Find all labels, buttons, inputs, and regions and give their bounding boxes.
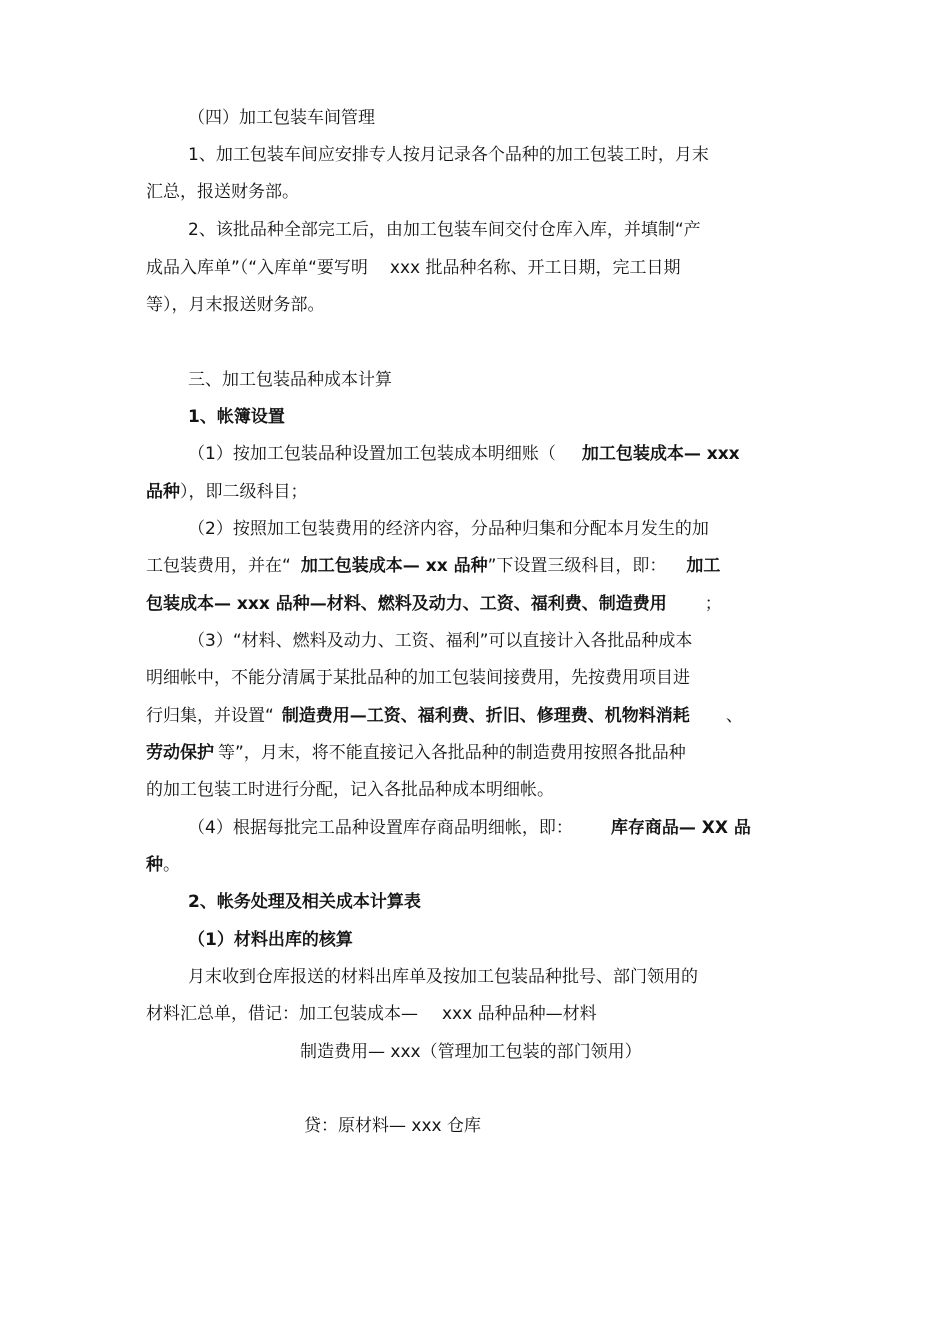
paragraph-line: 材料汇总单，借记：加工包装成本— xxx 品种品种—材料 (146, 1004, 597, 1024)
paragraph-line: 成品入库单”（“入库单“要写明 xxx 批品种名称、开工日期，完工日期 (146, 258, 681, 278)
paragraph-line: 行归集，并设置“ 制造费用—工资、福利费、折旧、修理费、机物料消耗 、 (146, 706, 743, 726)
paragraph-line: 包装成本— xxx 品种—材料、燃料及动力、工资、福利费、制造费用 ； (146, 594, 722, 614)
journal-entry-credit: 贷：原材料— xxx 仓库 (304, 1116, 481, 1136)
paragraph-line: （2）按照加工包装费用的经济内容，分品种归集和分配本月发生的加 (188, 519, 709, 539)
section-heading-4: （四）加工包装车间管理 (188, 108, 375, 128)
paragraph-line: （1）按加工包装品种设置加工包装成本明细账（ 加工包装成本— xxx (188, 444, 740, 464)
paragraph-line: 明细帐中，不能分清属于某批品种的加工包装间接费用，先按费用项目进 (146, 668, 690, 688)
paragraph-line: 2、该批品种全部完工后，由加工包装车间交付仓库入库，并填制“产 (188, 220, 701, 240)
subsection-heading: 2、帐务处理及相关成本计算表 (188, 892, 421, 912)
paragraph-line: 品种），即二级科目； (146, 482, 308, 502)
journal-entry-debit: 制造费用— xxx（管理加工包装的部门领用） (300, 1042, 642, 1062)
subsection-heading: （1）材料出库的核算 (188, 930, 353, 950)
section-heading-3: 三、加工包装品种成本计算 (188, 370, 392, 390)
paragraph-line: （4）根据每批完工品种设置库存商品明细帐，即： 库存商品— XX 品 (188, 818, 751, 838)
paragraph-line: 工包装费用，并在“ 加工包装成本— xx 品种”下设置三级科目，即： 加工 (146, 556, 721, 576)
paragraph-line: 种。 (146, 855, 180, 875)
paragraph-line: 等），月末报送财务部。 (146, 295, 325, 315)
subsection-heading: 1、帐簿设置 (188, 407, 285, 427)
paragraph-line: 汇总，报送财务部。 (146, 182, 299, 202)
paragraph-line: 的加工包装工时进行分配，记入各批品种成本明细帐。 (146, 780, 554, 800)
paragraph-line: 劳动保护 等”，月末，将不能直接记入各批品种的制造费用按照各批品种 (146, 743, 686, 763)
paragraph-line: 1、加工包装车间应安排专人按月记录各个品种的加工包装工时，月末 (188, 145, 709, 165)
paragraph-line: （3）“材料、燃料及动力、工资、福利”可以直接计入各批品种成本 (188, 631, 693, 651)
paragraph-line: 月末收到仓库报送的材料出库单及按加工包装品种批号、部门领用的 (188, 967, 698, 987)
